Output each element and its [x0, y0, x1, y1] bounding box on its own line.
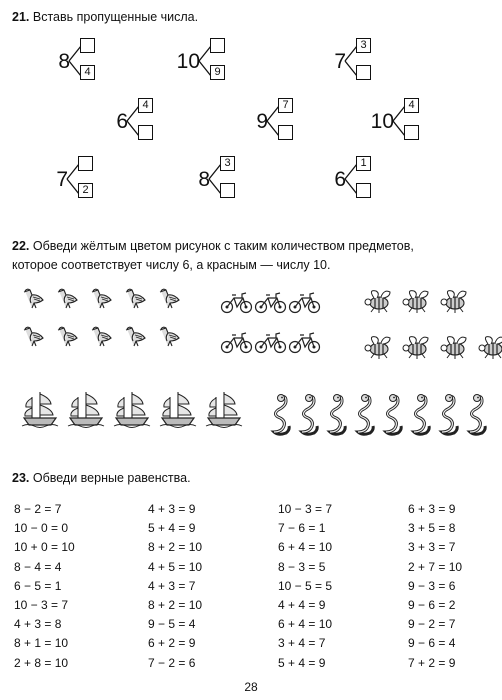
decomposition [240, 98, 300, 148]
bee-icon [362, 334, 394, 365]
task-22-title [12, 238, 414, 254]
task-22-line1: Обведи жёлтым цветом рисунок с таким количеством предметов, [32, 239, 414, 253]
answer-box-top[interactable]: 7 [278, 98, 293, 113]
equation[interactable]: 2 + 7 = 10 [408, 559, 463, 574]
answer-box-bottom[interactable]: 9 [210, 65, 225, 80]
equation[interactable]: 6 + 2 = 9 [148, 636, 196, 651]
task-23-number: 23. [12, 471, 30, 485]
equation[interactable]: 8 + 1 = 10 [14, 636, 69, 651]
decomposition-number: 8 [58, 50, 70, 73]
equation[interactable]: 2 + 8 = 10 [14, 655, 69, 670]
answer-box-top[interactable] [78, 156, 93, 171]
equation[interactable]: 6 + 3 = 9 [408, 502, 456, 516]
snake-icon [326, 392, 348, 441]
snake-icon [410, 392, 432, 441]
equation[interactable]: 4 + 4 = 9 [278, 598, 326, 613]
bird-icon [88, 286, 114, 315]
decomposition [42, 38, 102, 88]
answer-box-bottom[interactable]: 4 [80, 65, 95, 80]
equation[interactable]: 9 − 6 = 4 [408, 636, 456, 651]
equation[interactable]: 4 + 3 = 9 [148, 502, 196, 516]
equation[interactable]: 6 + 4 = 10 [278, 540, 333, 555]
answer-box-bottom[interactable] [404, 125, 419, 140]
equation[interactable]: 4 + 3 = 8 [14, 617, 62, 632]
ship-icon [20, 388, 60, 433]
decomposition-number: 7 [56, 168, 68, 191]
decomposition-number: 9 [256, 110, 268, 133]
bee-icon [438, 288, 470, 319]
bicycle-icon [220, 330, 254, 359]
equation[interactable]: 4 + 5 = 10 [148, 559, 203, 574]
decomposition-number: 10 [176, 50, 200, 73]
equation[interactable]: 9 − 3 = 6 [408, 578, 456, 593]
ship-icon [66, 388, 106, 433]
answer-box-bottom[interactable] [220, 183, 235, 198]
decomposition-number: 10 [370, 110, 394, 133]
decomposition [182, 156, 242, 206]
equation[interactable]: 9 − 5 = 4 [148, 617, 196, 632]
decomposition [318, 156, 378, 206]
equation[interactable]: 9 − 6 = 2 [408, 598, 456, 613]
ship-icon [112, 388, 152, 433]
decomposition-number: 7 [334, 50, 346, 73]
snake-icon [354, 392, 376, 441]
decomposition [40, 156, 100, 206]
equation[interactable]: 4 + 3 = 7 [148, 578, 196, 593]
task-23-text: Обведи верные равенства. [32, 471, 191, 485]
task-22-number: 22. [12, 239, 30, 253]
equation-column [148, 500, 202, 673]
equation[interactable]: 5 + 4 = 9 [148, 521, 196, 536]
snake-icon [270, 392, 292, 441]
equation[interactable]: 8 + 2 = 10 [148, 598, 203, 613]
bird-icon [156, 286, 182, 315]
bird-icon [88, 324, 114, 353]
equation[interactable]: 10 − 5 = 5 [278, 578, 333, 593]
decomposition-number: 6 [334, 168, 346, 191]
bird-icon [156, 324, 182, 353]
bicycle-icon [288, 330, 322, 359]
decomposition [366, 98, 426, 148]
answer-box-top[interactable]: 4 [404, 98, 419, 113]
bicycle-icon [220, 290, 254, 319]
snake-icon [298, 392, 320, 441]
equation[interactable]: 3 + 4 = 7 [278, 636, 326, 651]
snake-icon [438, 392, 460, 441]
task-21-number: 21. [12, 10, 30, 24]
bee-icon [362, 288, 394, 319]
decomposition [172, 38, 232, 88]
answer-box-top[interactable] [80, 38, 95, 53]
answer-box-bottom[interactable] [356, 65, 371, 80]
equation[interactable]: 10 − 3 = 7 [278, 502, 333, 516]
equation[interactable]: 7 − 6 = 1 [278, 521, 326, 536]
answer-box-top[interactable]: 1 [356, 156, 371, 171]
equation[interactable]: 6 − 5 = 1 [14, 578, 62, 593]
bee-icon [476, 334, 502, 365]
equation-column [278, 500, 332, 673]
answer-box-bottom[interactable] [138, 125, 153, 140]
equation[interactable]: 10 − 3 = 7 [14, 598, 69, 613]
equation[interactable]: 10 + 0 = 10 [14, 540, 75, 555]
bird-icon [54, 324, 80, 353]
bird-icon [54, 286, 80, 315]
bicycle-icon [254, 330, 288, 359]
equation[interactable]: 7 + 2 = 9 [408, 655, 456, 670]
decomposition-number: 8 [198, 168, 210, 191]
task-21-title [12, 9, 198, 25]
answer-box-bottom[interactable] [278, 125, 293, 140]
bee-icon [438, 334, 470, 365]
bicycle-icon [254, 290, 288, 319]
bird-icon [122, 324, 148, 353]
bicycle-icon [288, 290, 322, 319]
bird-icon [20, 286, 46, 315]
equation[interactable]: 8 + 2 = 10 [148, 540, 203, 555]
decomposition [318, 38, 378, 88]
task-22-line2: которое соответствует числу 6, а красным — числу 10. [12, 258, 331, 272]
decomposition [100, 98, 160, 148]
equation[interactable]: 8 − 2 = 7 [14, 502, 62, 516]
task-23-title [12, 470, 191, 486]
task-21-text: Вставь пропущенные числа. [32, 10, 199, 24]
snake-icon [382, 392, 404, 441]
equation-column [14, 500, 75, 673]
snake-icon [466, 392, 488, 441]
ship-icon [158, 388, 198, 433]
answer-box-bottom[interactable]: 2 [78, 183, 93, 198]
answer-box-top[interactable]: 3 [356, 38, 371, 53]
equation[interactable]: 10 − 0 = 0 [14, 521, 69, 536]
ship-icon [204, 388, 244, 433]
bee-icon [400, 334, 432, 365]
equation[interactable]: 9 − 2 = 7 [408, 617, 456, 632]
equation[interactable]: 6 + 4 = 10 [278, 617, 333, 632]
equation[interactable]: 3 + 5 = 8 [408, 521, 456, 536]
equation[interactable]: 8 − 3 = 5 [278, 559, 326, 574]
answer-box-top[interactable] [210, 38, 225, 53]
equation-column [408, 500, 462, 673]
answer-box-top[interactable]: 4 [138, 98, 153, 113]
equation[interactable]: 8 − 4 = 4 [14, 559, 62, 574]
equation[interactable]: 5 + 4 = 9 [278, 655, 326, 670]
equation[interactable]: 3 + 3 = 7 [408, 540, 456, 555]
answer-box-bottom[interactable] [356, 183, 371, 198]
bird-icon [20, 324, 46, 353]
page-number: 28 [244, 680, 258, 694]
bird-icon [122, 286, 148, 315]
decomposition-number: 6 [116, 110, 128, 133]
equation[interactable]: 7 − 2 = 6 [148, 655, 196, 670]
bee-icon [400, 288, 432, 319]
answer-box-top[interactable]: 3 [220, 156, 235, 171]
